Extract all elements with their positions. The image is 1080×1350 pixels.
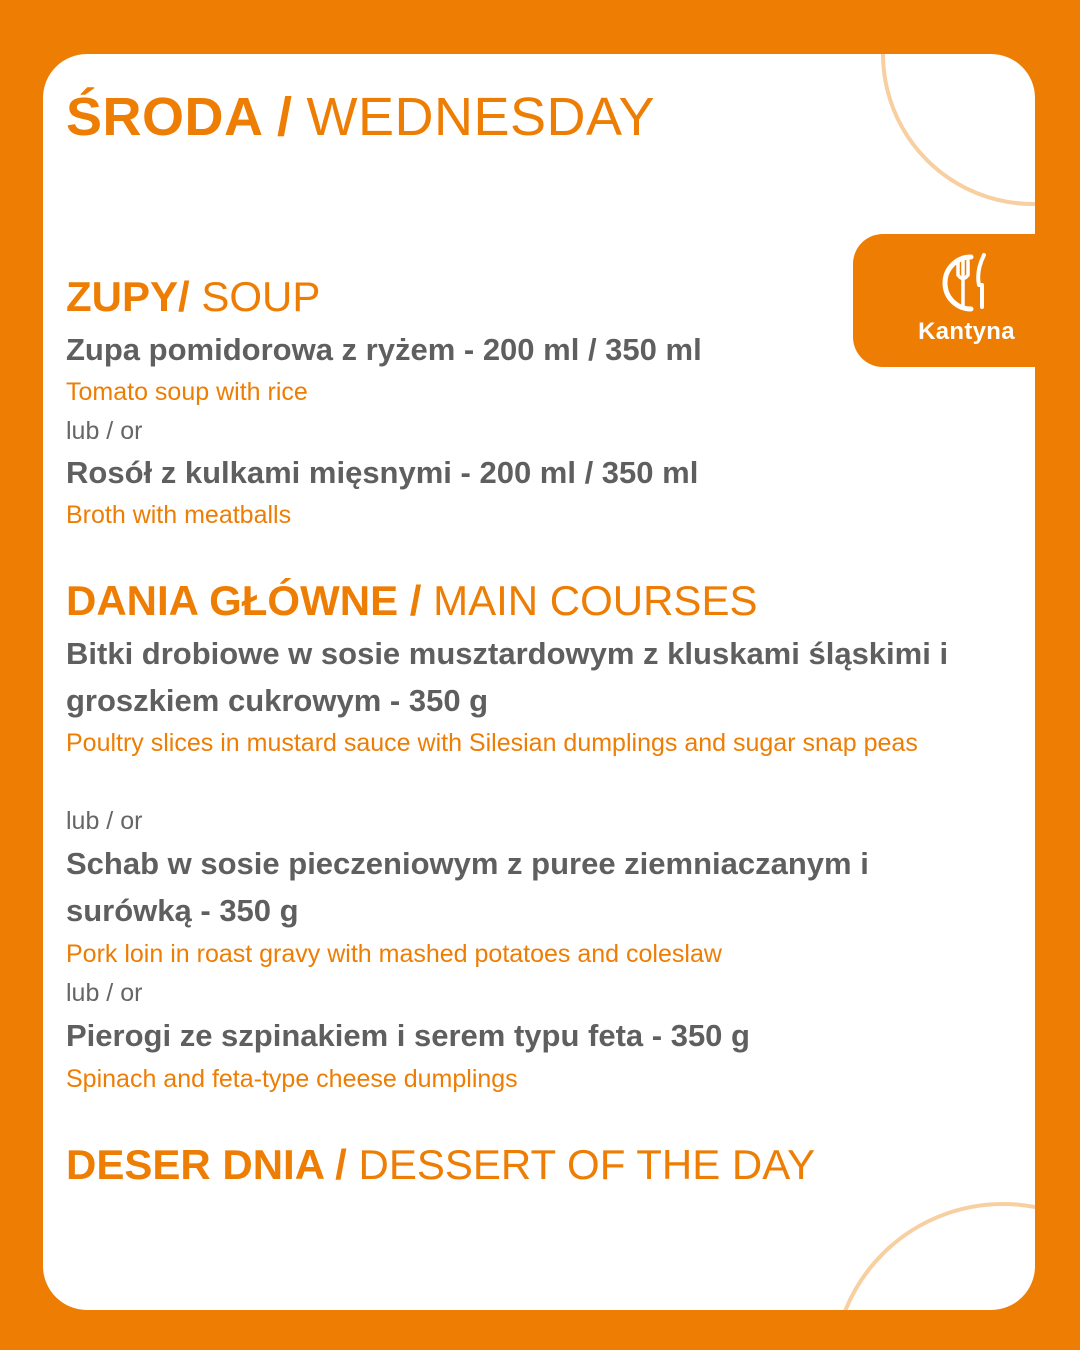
- kantyna-logo-text: Kantyna: [918, 318, 1015, 345]
- soup-1-name-pl: Zupa pomidorowa z ryżem - 200 ml / 350 ml: [66, 332, 702, 367]
- main-2-name-pl: Schab w sosie pieczeniowym z puree ziemniaczanym i surówką - 350 g: [66, 846, 869, 928]
- kantyna-logo-badge: [853, 234, 1080, 367]
- main-courses-title-en: MAIN COURSES: [433, 577, 758, 624]
- bottom-right-arc: [833, 1204, 1035, 1310]
- soup-2-name-pl: Rosół z kulkami mięsnymi - 200 ml / 350 ml: [66, 455, 699, 490]
- main-or-separator-2: lub / or: [66, 979, 143, 1007]
- soup-2-name-en: Broth with meatballs: [66, 501, 292, 529]
- main-courses-title-pl: DANIA GŁÓWNE /: [66, 577, 422, 624]
- soup-title-pl: ZUPY/: [66, 273, 190, 320]
- main-courses-section-title: [66, 576, 757, 626]
- day-name-pl: ŚRODA /: [66, 87, 293, 147]
- day-name-en: WEDNESDAY: [306, 87, 656, 147]
- page-title: [66, 84, 655, 150]
- soup-or-separator: lub / or: [66, 417, 143, 445]
- dessert-title-pl: DESER DNIA /: [66, 1141, 347, 1188]
- dessert-section-title: [66, 1140, 815, 1190]
- main-1-name-pl: Bitki drobiowe w sosie musztardowym z kluskami śląskimi i groszkiem cukrowym - 350 g: [66, 636, 949, 718]
- top-right-arc: [883, 54, 1035, 204]
- soup-1-name-en: Tomato soup with rice: [66, 378, 308, 406]
- main-2-name-en: Pork loin in roast gravy with mashed potatoes and coleslaw: [66, 940, 722, 968]
- main-or-separator-1: lub / or: [66, 807, 143, 835]
- dessert-title-en: DESSERT OF THE DAY: [358, 1141, 816, 1188]
- soup-section-title: [66, 272, 320, 322]
- main-3-name-en: Spinach and feta-type cheese dumplings: [66, 1065, 518, 1093]
- main-3-name-pl: Pierogi ze szpinakiem i serem typu feta - 350 g: [66, 1018, 750, 1053]
- soup-title-en: SOUP: [201, 273, 321, 320]
- main-1-name-en: Poultry slices in mustard sauce with Silesian dumplings and sugar snap peas: [66, 729, 918, 757]
- fork-knife-plate-icon: [929, 249, 1005, 315]
